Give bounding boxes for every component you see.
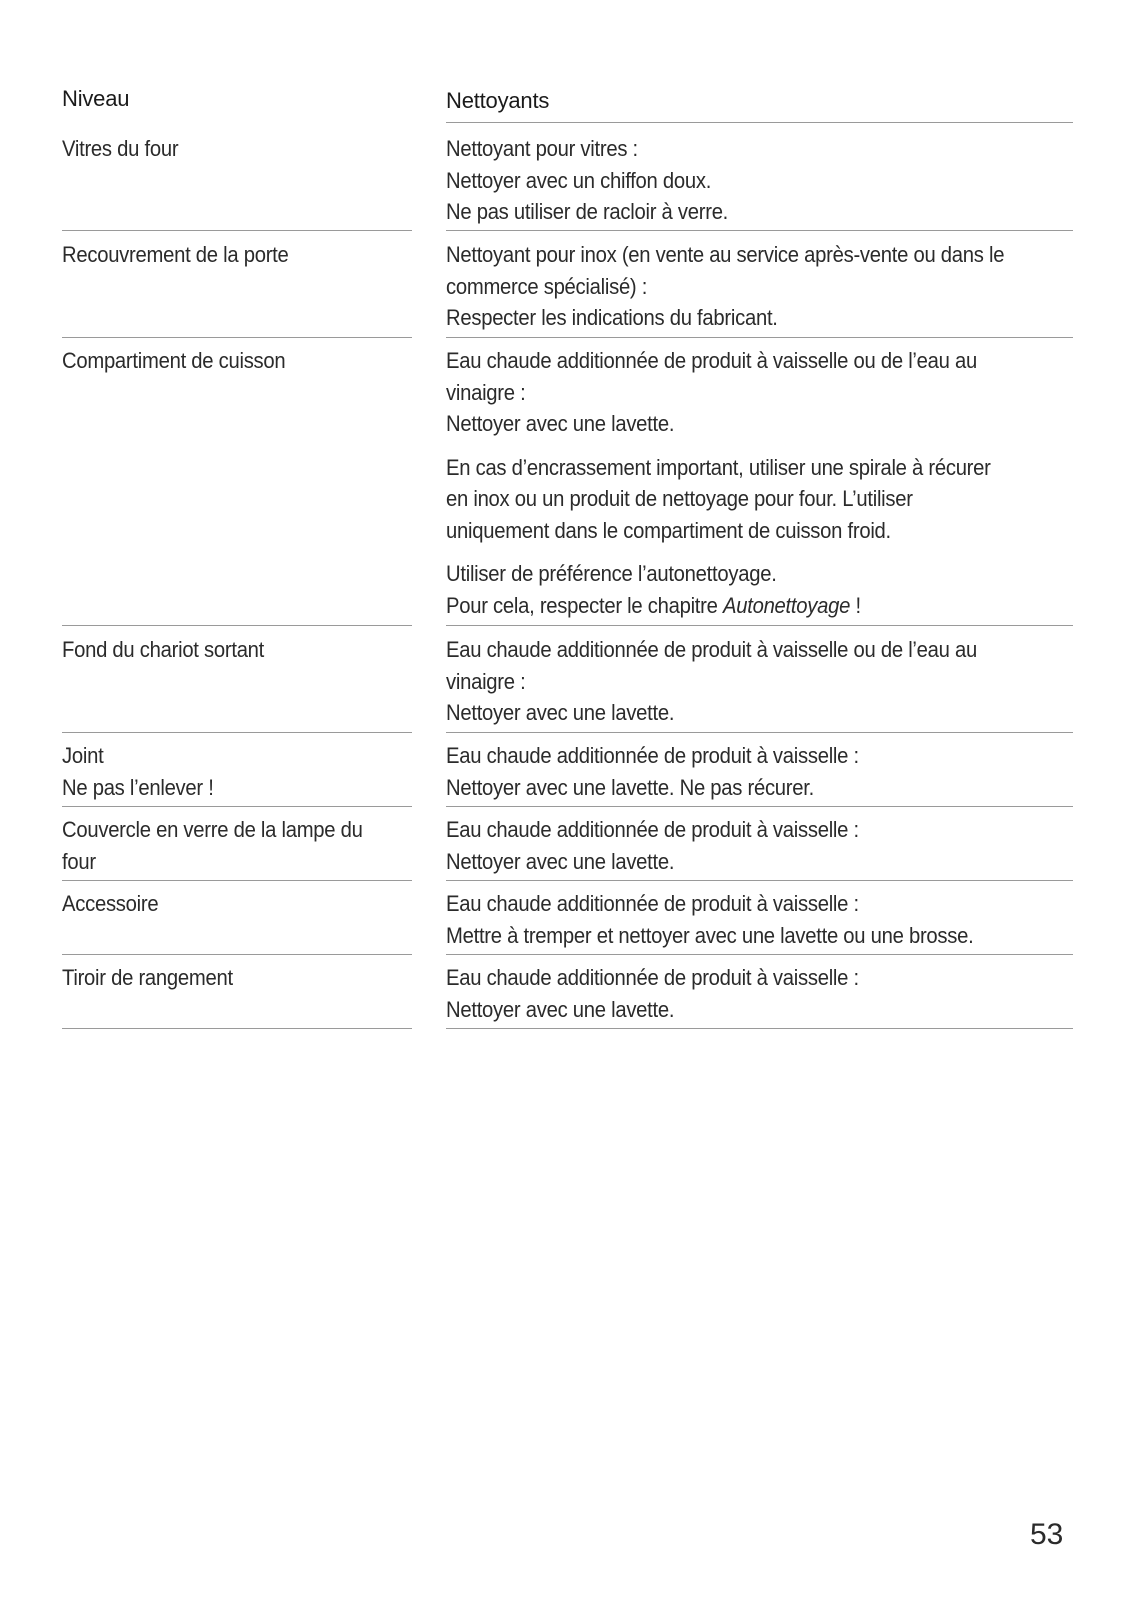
- level-cell: [62, 239, 373, 271]
- level-text: Tiroir de rangement: [62, 965, 233, 990]
- page-number: 53: [1030, 1518, 1064, 1551]
- level-cell: [62, 634, 373, 666]
- table-row: [0, 732, 1130, 806]
- level-text: Joint: [62, 743, 104, 768]
- cleaner-text: Nettoyer avec un chiffon doux.: [446, 167, 712, 193]
- cleaners-cell: [446, 345, 1049, 621]
- cleaner-text: Nettoyant pour vitres :: [446, 136, 638, 161]
- column-header-cleaners: Nettoyants: [446, 88, 550, 113]
- table-row: [0, 125, 1130, 231]
- level-text: Ne pas l’enlever !: [62, 774, 214, 800]
- level-cell: [62, 345, 373, 377]
- cleaner-paragraph: [446, 558, 1049, 621]
- cleaner-text: Eau chaude additionnée de produit à vaisselle ou de l’eau au: [446, 637, 977, 662]
- level-cell: [62, 133, 373, 165]
- cleaner-paragraph: [446, 634, 1049, 729]
- cleaner-paragraph: [446, 345, 1049, 440]
- cleaners-cell: [446, 740, 1049, 803]
- cleaner-text: Nettoyant pour inox (en vente au service après-vente ou dans le: [446, 242, 1005, 267]
- column-header-level: Niveau: [62, 86, 130, 111]
- cleaner-text: uniquement dans le compartiment de cuisson froid.: [446, 517, 891, 543]
- cleaner-paragraph: [446, 740, 1049, 803]
- cleaner-paragraph: [446, 814, 1049, 877]
- cleaner-text: vinaigre :: [446, 379, 526, 405]
- chapter-reference: [446, 590, 1049, 622]
- table-row: [0, 880, 1130, 954]
- cleaner-text: Mettre à tremper et nettoyer avec une lavette ou une brosse.: [446, 922, 974, 948]
- table-row: [0, 231, 1130, 337]
- level-text: four: [62, 848, 96, 874]
- level-cell: [62, 814, 373, 877]
- level-text: Fond du chariot sortant: [62, 637, 265, 662]
- cleaner-paragraph: [446, 133, 1049, 228]
- cleaner-text: Nettoyer avec une lavette. Ne pas récurer.: [446, 774, 814, 800]
- cleaners-cell: [446, 239, 1049, 334]
- cleaner-text: Eau chaude additionnée de produit à vaisselle :: [446, 817, 859, 842]
- cleaner-paragraph: [446, 888, 1049, 951]
- header-divider: [446, 122, 1073, 123]
- level-cell: [62, 888, 373, 920]
- cleaner-text: Eau chaude additionnée de produit à vaisselle :: [446, 891, 859, 916]
- cleaner-text: vinaigre :: [446, 668, 526, 694]
- cleaner-text: Eau chaude additionnée de produit à vaisselle :: [446, 743, 859, 768]
- cleaner-text: Ne pas utiliser de racloir à verre.: [446, 199, 729, 224]
- chapter-ref-prefix: Pour cela, respecter le chapitre: [446, 592, 723, 618]
- level-text: Recouvrement de la porte: [62, 242, 289, 267]
- row-divider-right: [446, 1028, 1073, 1029]
- cleaner-text: Eau chaude additionnée de produit à vaisselle :: [446, 965, 859, 990]
- cleaner-text: Eau chaude additionnée de produit à vaisselle ou de l’eau au: [446, 348, 977, 373]
- cleaners-cell: [446, 888, 1049, 951]
- chapter-ref-suffix: !: [850, 592, 861, 618]
- cleaner-text: Nettoyer avec une lavette.: [446, 411, 675, 436]
- cleaner-text: Nettoyer avec une lavette.: [446, 848, 675, 874]
- cleaner-text: Nettoyer avec une lavette.: [446, 996, 675, 1022]
- cleaner-paragraph: [446, 239, 1049, 334]
- cleaners-cell: [446, 634, 1049, 729]
- table-row: [0, 337, 1130, 626]
- level-text: Accessoire: [62, 891, 159, 916]
- cleaner-paragraph: [446, 452, 1049, 547]
- table-row: [0, 626, 1130, 732]
- cleaner-text: Nettoyer avec une lavette.: [446, 700, 675, 725]
- cleaners-cell: [446, 133, 1049, 228]
- cleaners-cell: [446, 962, 1049, 1025]
- chapter-ref-title: Autonettoyage: [722, 592, 851, 618]
- level-text: Compartiment de cuisson: [62, 348, 286, 373]
- cleaner-text: Respecter les indications du fabricant.: [446, 305, 778, 330]
- table-header: [62, 82, 1072, 124]
- table-row: [0, 806, 1130, 880]
- cleaners-cell: [446, 814, 1049, 877]
- level-text: Vitres du four: [62, 136, 179, 161]
- level-cell: [62, 740, 373, 803]
- row-divider-left: [62, 1028, 412, 1029]
- cleaner-text: Utiliser de préférence l’autonettoyage.: [446, 561, 777, 586]
- table-row: [0, 954, 1130, 1028]
- level-text: Couvercle en verre de la lampe du: [62, 817, 363, 842]
- cleaner-text: commerce spécialisé) :: [446, 273, 648, 299]
- cleaner-text: en inox ou un produit de nettoyage pour four. L’utiliser: [446, 486, 913, 511]
- cleaner-paragraph: [446, 962, 1049, 1025]
- cleaner-text: En cas d’encrassement important, utiliser une spirale à récurer: [446, 454, 991, 480]
- level-cell: [62, 962, 373, 994]
